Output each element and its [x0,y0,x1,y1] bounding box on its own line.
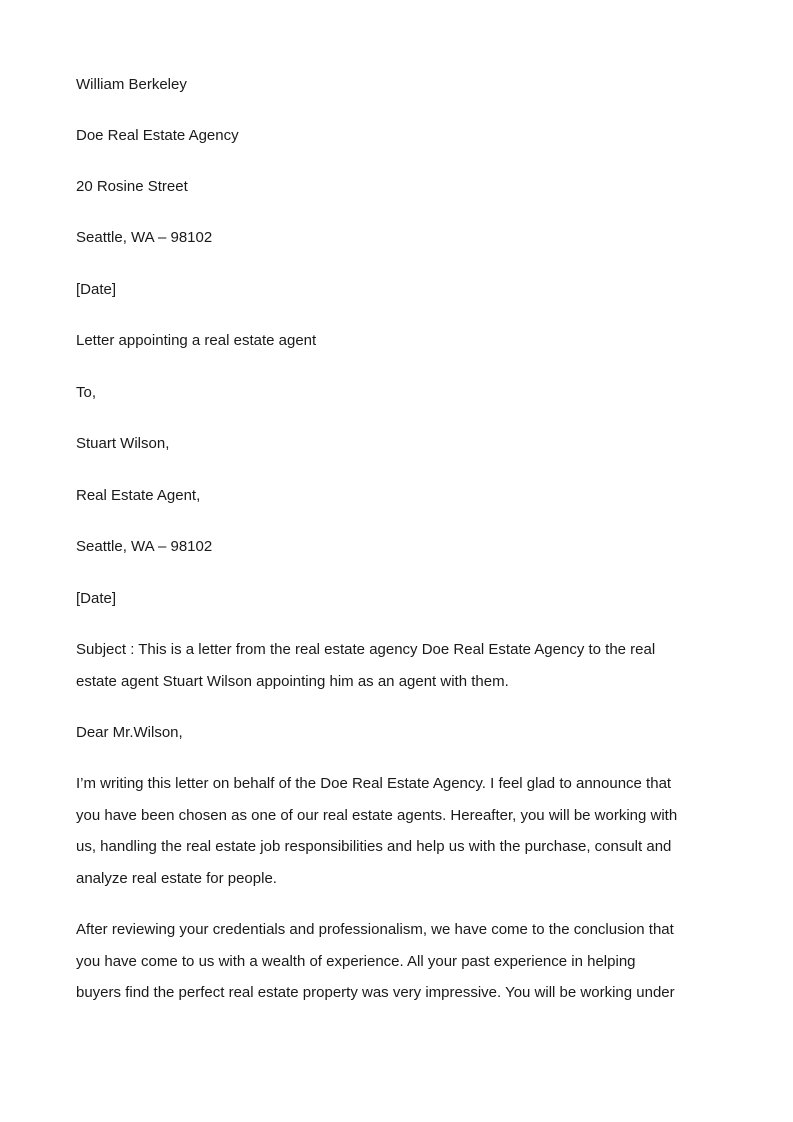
sender-company: Doe Real Estate Agency [76,127,239,144]
subject-paragraph [76,634,706,697]
recipient-name: Stuart Wilson, [76,435,170,452]
sender-name: William Berkeley [76,76,187,93]
recipient-city: Seattle, WA – 98102 [76,538,213,555]
body-paragraph-2 [76,914,706,1009]
paragraph-line: buyers find the perfect real estate property was very impressive. You will be working under [76,984,675,1001]
paragraph-line: I’m writing this letter on behalf of the Doe Real Estate Agency. I feel glad to announce that [76,775,672,792]
body-paragraph-1 [76,768,706,894]
paragraph-line: After reviewing your credentials and professionalism, we have come to the conclusion that [76,921,674,938]
subject-line: estate agent Stuart Wilson appointing him as an agent with them. [76,672,509,690]
salutation: Dear Mr.Wilson, [76,724,183,741]
letter-heading: Letter appointing a real estate agent [76,332,317,349]
recipient-title: Real Estate Agent, [76,487,201,504]
sender-city: Seattle, WA – 98102 [76,229,213,246]
paragraph-line: you have come to us with a wealth of experience. All your past experience in helping [76,952,636,970]
paragraph-line: analyze real estate for people. [76,869,277,887]
letter-date: [Date] [76,281,117,298]
to-label: To, [76,384,97,401]
paragraph-line: us, handling the real estate job responsibilities and help us with the purchase, consult and [76,838,672,855]
paragraph-line: you have been chosen as one of our real estate agents. Hereafter, you will be working with [76,806,678,824]
sender-street: 20 Rosine Street [76,178,188,195]
recipient-date: [Date] [76,590,117,607]
subject-line: Subject : This is a letter from the real estate agency Doe Real Estate Agency to the real [76,641,656,658]
